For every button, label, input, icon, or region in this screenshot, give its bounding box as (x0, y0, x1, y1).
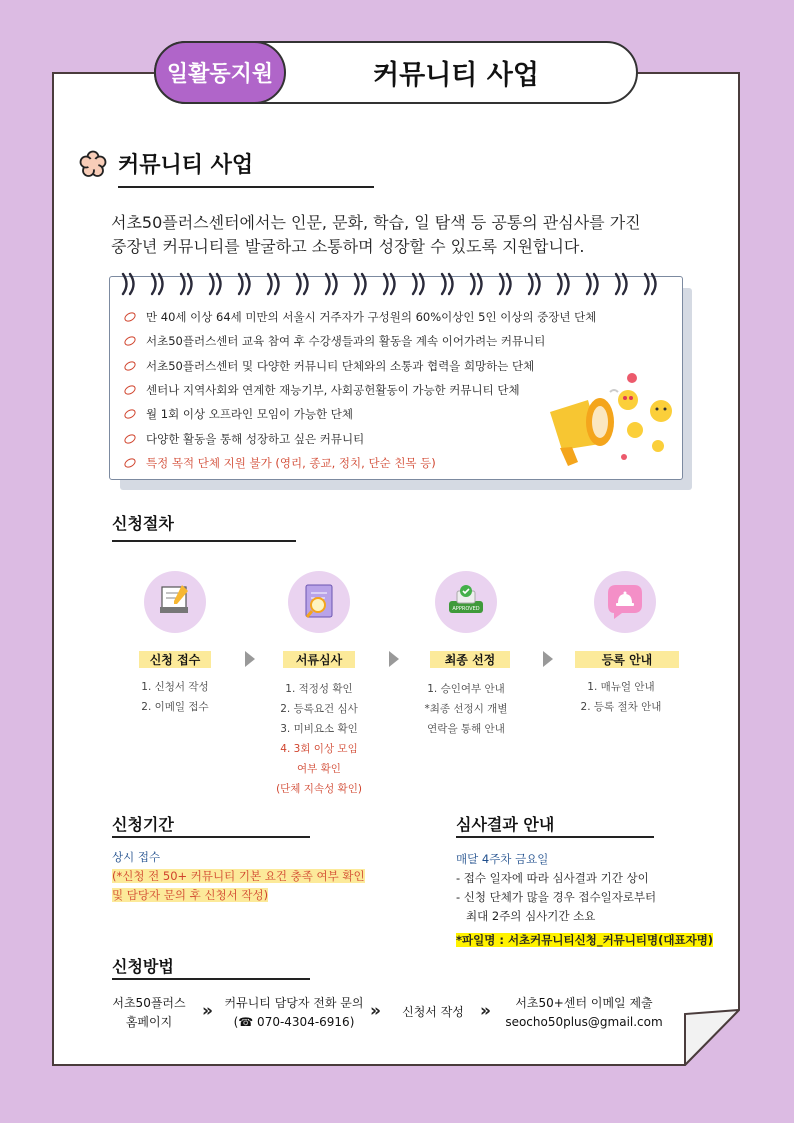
result-info (456, 850, 713, 950)
result-underline (456, 836, 654, 838)
step-desc-line: 3. 미비요소 확인 (280, 723, 358, 735)
step-desc (264, 679, 374, 799)
step-desc-line: (단체 지속성 확인) (276, 783, 362, 795)
method-step-email (504, 994, 664, 1032)
step-desc (411, 679, 521, 739)
result-line: - 접수 일자에 따라 심사결과 기간 상이 (456, 871, 649, 885)
list-item: 서초50플러스센터 교육 참여 후 수강생들과의 활동을 계속 이어가려는 커뮤니티 (124, 329, 596, 353)
period-line: (*신청 전 50+ 커뮤니티 기본 요건 충족 여부 확인 (112, 869, 365, 883)
list-item: 다양한 활동을 통해 성장하고 싶은 커뮤니티 (124, 426, 596, 450)
intro-text (111, 211, 641, 259)
method-line: 커뮤니티 담당자 전화 문의 (224, 996, 364, 1010)
bullet-icon (123, 359, 137, 372)
step-desc-line: 1. 매뉴얼 안내 (587, 681, 655, 693)
bullet-icon (123, 311, 137, 324)
method-step-homepage (104, 994, 194, 1032)
period-info (112, 848, 365, 905)
bullet-icon (123, 384, 137, 397)
step-desc-line: 1. 신청서 작성 (141, 681, 209, 693)
criteria-list (124, 305, 596, 475)
arrow-right-icon (389, 651, 399, 667)
header-title: 커뮤니티 사업 (373, 60, 539, 91)
method-line: 서초50+센터 이메일 제출 (515, 996, 653, 1010)
step-desc-line: 연락을 통해 안내 (427, 723, 505, 735)
period-line: 및 담당자 문의 후 신청서 작성) (112, 888, 269, 902)
period-title: 신청기간 (112, 815, 174, 834)
result-line: 최대 2주의 심사기간 소요 (466, 909, 596, 923)
list-item: 서초50플러스센터 및 다양한 커뮤니티 단체와의 소통과 협력을 희망하는 단체 (124, 354, 596, 378)
step-desc-line: *최종 선정시 개별 (424, 703, 508, 715)
period-line: 상시 접수 (112, 850, 161, 864)
double-chevron-icon: » (202, 1001, 213, 1021)
step-desc (566, 677, 676, 717)
notification-bell-icon (594, 571, 656, 633)
document-review-icon (288, 571, 350, 633)
list-item: 센터나 지역사회와 연계한 재능기부, 사회공헌활동이 가능한 커뮤니티 단체 (124, 378, 596, 402)
megaphone-emoji-icon (540, 362, 680, 472)
step-label: 최종 선정 (430, 651, 510, 668)
approved-stamp-icon (435, 571, 497, 633)
step-label: 서류심사 (283, 651, 355, 668)
bullet-icon (123, 335, 137, 348)
arrow-right-icon (543, 651, 553, 667)
result-title: 심사결과 안내 (456, 815, 555, 834)
header-banner (154, 41, 638, 104)
arrow-right-icon (245, 651, 255, 667)
procedure-title: 신청절차 (112, 514, 174, 533)
double-chevron-icon: » (370, 1001, 381, 1021)
result-line: 매달 4주차 금요일 (456, 852, 549, 866)
filename-note: *파일명 : 서초커뮤니티신청_커뮤니티명(대표자명) (456, 933, 714, 947)
email-address: seocho50plus@gmail.com (505, 1015, 663, 1029)
method-title: 신청방법 (112, 957, 174, 976)
flower-icon (79, 150, 107, 178)
list-item: 만 40세 이상 64세 미만의 서울시 거주자가 구성원의 60%이상인 5인 이상의 중장년 단체 (124, 305, 596, 329)
list-item-warning: 특정 목적 단체 지원 불가 (영리, 종교, 정치, 단순 친목 등) (124, 451, 596, 475)
method-step-form: 신청서 작성 (402, 1005, 464, 1019)
double-chevron-icon: » (480, 1001, 491, 1021)
period-underline (112, 836, 310, 838)
step-desc-line: 1. 승인여부 안내 (427, 683, 505, 695)
spiral-rings (111, 270, 679, 298)
bullet-icon (123, 432, 137, 445)
phone-number: (☎ 070-4304-6916) (233, 1015, 355, 1029)
method-underline (112, 978, 310, 980)
result-line: - 신청 단체가 많을 경우 접수일자로부터 (456, 890, 657, 904)
step-desc (120, 677, 230, 717)
step-label: 신청 접수 (139, 651, 211, 668)
section-title: 커뮤니티 사업 (118, 153, 254, 178)
list-item: 월 1회 이상 오프라인 모임이 가능한 단체 (124, 402, 596, 426)
procedure-underline (112, 540, 296, 542)
method-line: 홈페이지 (125, 1015, 173, 1029)
step-desc-line: 2. 등록 절차 안내 (580, 701, 662, 713)
bullet-icon (123, 408, 137, 421)
step-desc-line: 2. 등록요건 심사 (280, 703, 358, 715)
method-line: 서초50플러스 (112, 996, 186, 1010)
step-desc-line: 4. 3회 이상 모임 (280, 743, 358, 755)
step-desc-line: 여부 확인 (297, 763, 341, 775)
step-desc-line: 2. 이메일 접수 (141, 701, 209, 713)
step-desc-line: 1. 적정성 확인 (285, 683, 353, 695)
svg-text:APPROVED: APPROVED (452, 606, 480, 612)
step-label: 등록 안내 (575, 651, 679, 668)
form-icon (144, 571, 206, 633)
section-underline (118, 186, 374, 188)
bullet-icon (123, 456, 137, 469)
intro-line: 중장년 커뮤니티를 발굴하고 소통하며 성장할 수 있도록 지원합니다. (111, 237, 585, 256)
method-step-phone (222, 994, 366, 1032)
category-badge: 일활동지원 (154, 41, 286, 104)
intro-line: 서초50플러스센터에서는 인문, 문화, 학습, 일 탐색 등 공통의 관심사를 가진 (111, 213, 641, 232)
